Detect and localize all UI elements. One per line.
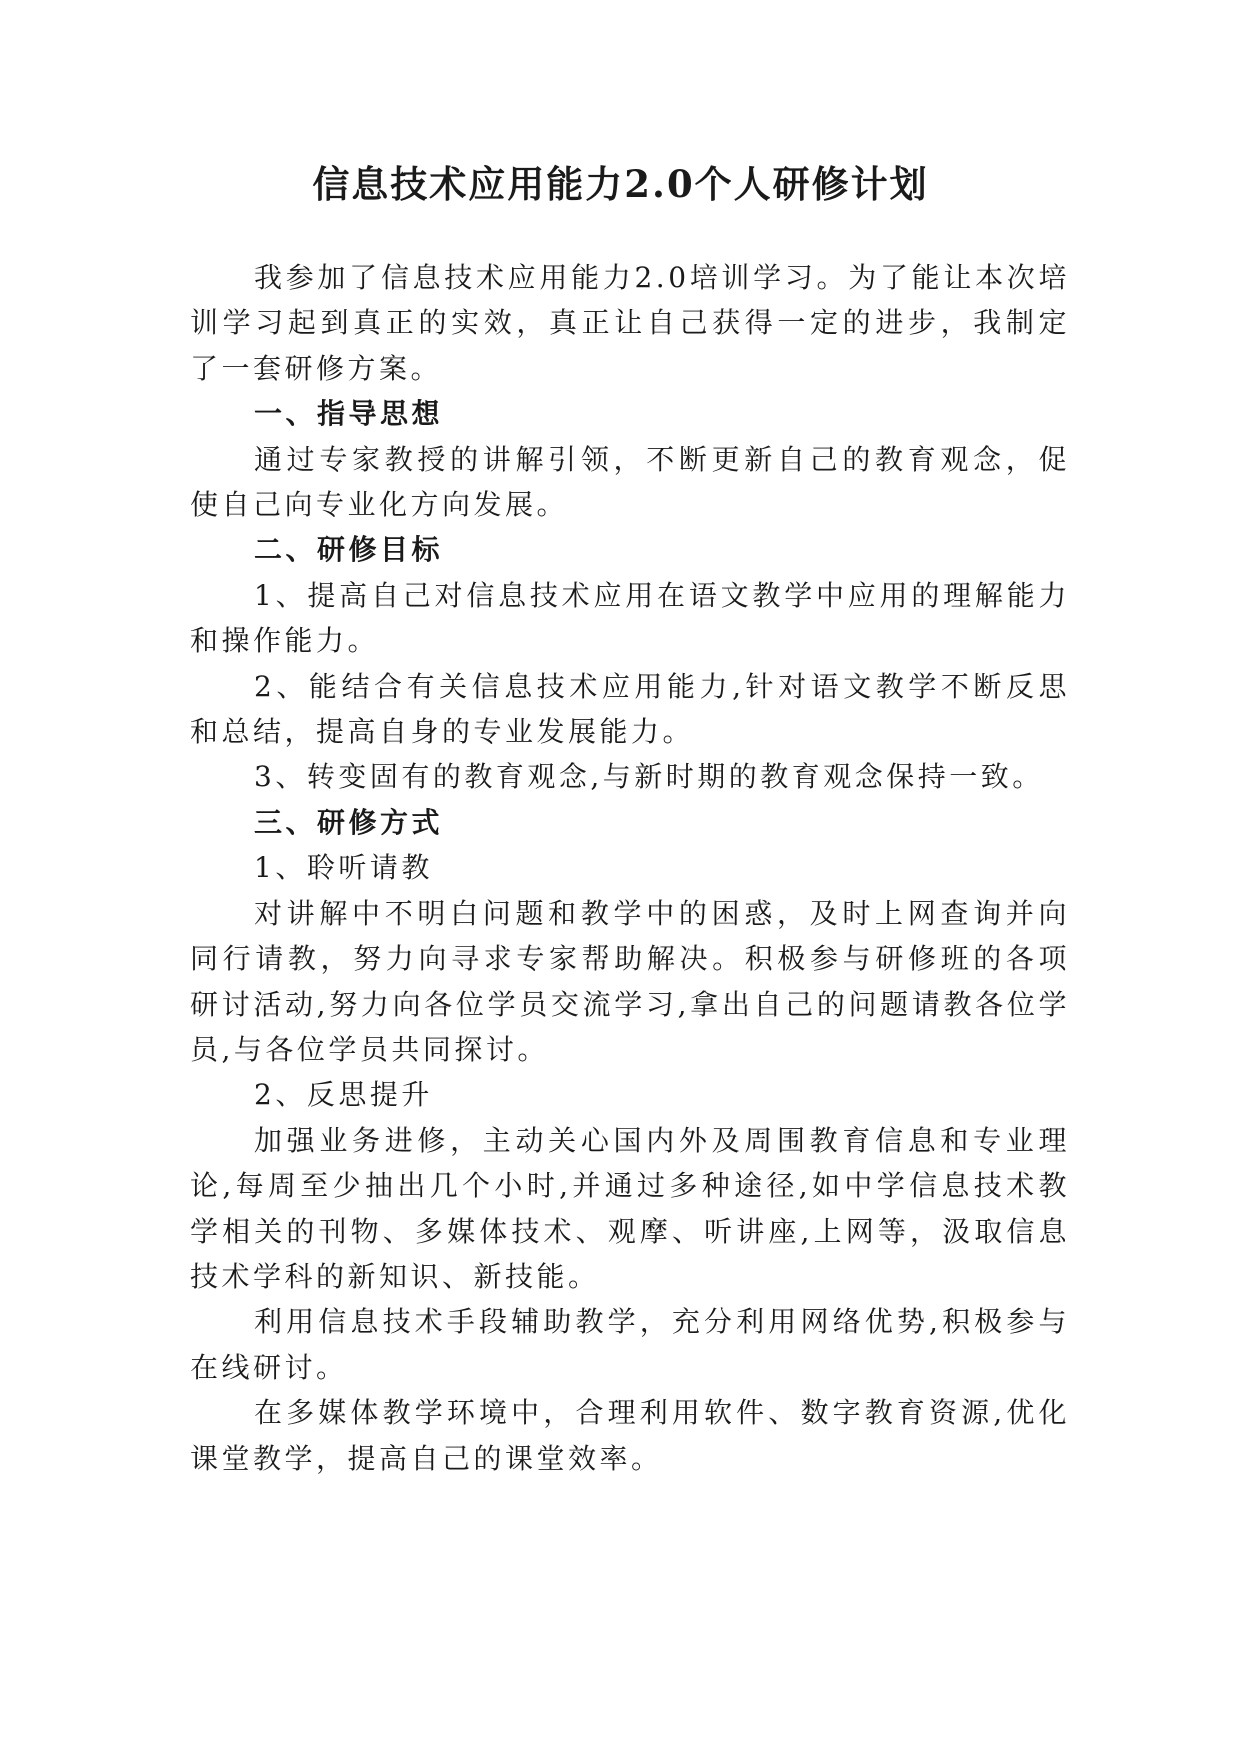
goal-item-3: 3、转变固有的教育观念,与新时期的教育观念保持一致。 [254,760,1044,794]
document-title: 信息技术应用能力2.0个人研修计划 [312,162,929,206]
section-heading-guiding-ideology: 一、指导思想 [254,397,444,431]
section-heading-methods: 三、研修方式 [254,805,444,839]
method-subheading-2: 2、反思提升 [254,1078,433,1112]
paragraph-guiding-ideology: 通过专家教授的讲解引领，不断更新自己的教育观念，促使自己向专业化方向发展。 [190,442,1070,522]
goal-item-2: 2、能结合有关信息技术应用能力,针对语文教学不断反思和总结，提高自身的专业发展能力。 [190,669,1070,749]
document-body [190,255,1070,1481]
method-paragraph-3: 利用信息技术手段辅助教学，充分利用网络优势,积极参与在线研讨。 [190,1305,1070,1384]
intro-paragraph: 我参加了信息技术应用能力2.0培训学习。为了能让本次培训学习起到真正的实效，真正让自己获得一定的进步，我制定了一套研修方案。 [190,261,1070,385]
method-paragraph-1: 对讲解中不明白问题和教学中的困惑，及时上网查询并向同行请教，努力向寻求专家帮助解决。积极参与研修班的各项研讨活动,努力向各位学员交流学习,拿出自己的问题请教各位学员,与各位学员共同探讨。 [190,896,1070,1066]
method-subheading-1: 1、聆听请教 [254,851,433,885]
method-paragraph-2: 加强业务进修，主动关心国内外及周围教育信息和专业理论,每周至少抽出几个小时,并通过多种途径,如中学信息技术教学相关的刊物、多媒体技术、观摩、听讲座,上网等，汲取信息技术学科的新知识、新技能。 [190,1123,1070,1293]
goal-item-1: 1、提高自己对信息技术应用在语文教学中应用的理解能力和操作能力。 [190,578,1070,658]
method-paragraph-4: 在多媒体教学环境中，合理利用软件、数字教育资源,优化课堂教学，提高自己的课堂效率。 [190,1396,1070,1475]
section-heading-goals: 二、研修目标 [254,533,444,567]
